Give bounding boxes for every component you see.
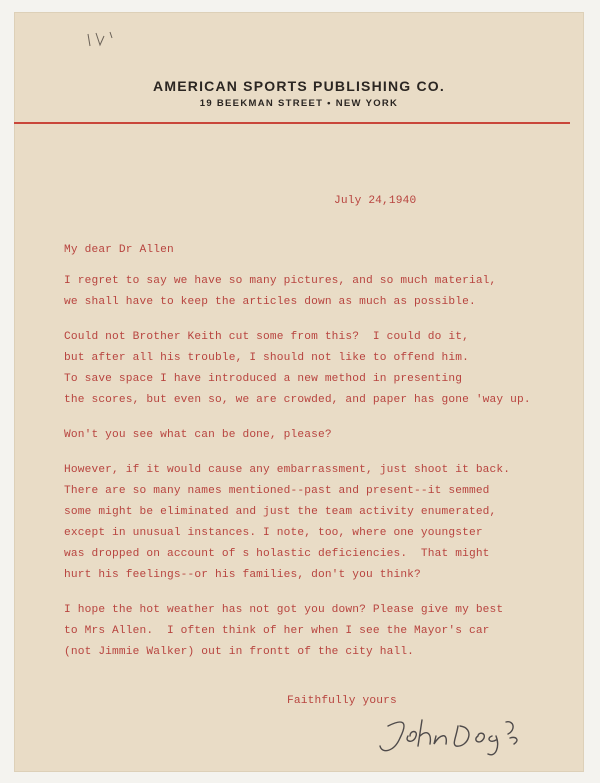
body-line: (not Jimmie Walker) out in frontt of the city hall.: [64, 646, 415, 658]
body-line: some might be eliminated and just the team activity enumerated,: [64, 506, 497, 518]
salutation: My dear Dr Allen: [64, 244, 174, 256]
body-line: except in unusual instances. I note, too, where one youngster: [64, 527, 483, 539]
pencil-mark-icon: [86, 30, 126, 50]
body-line: To save space I have introduced a new method in presenting: [64, 373, 463, 385]
letter-sheet: [14, 12, 584, 772]
body-line: the scores, but even so, we are crowded, and paper has gone 'way up.: [64, 394, 531, 406]
body-line: Won't you see what can be done, please?: [64, 429, 332, 441]
letter-date: July 24,1940: [334, 195, 417, 207]
signature-handwritten: [374, 712, 554, 762]
letterhead-rule: [14, 122, 570, 124]
body-line: was dropped on account of s holastic deficiencies. That might: [64, 548, 490, 560]
closing: Faithfully yours: [287, 695, 397, 707]
body-line: I hope the hot weather has not got you down? Please give my best: [64, 604, 504, 616]
body-line: I regret to say we have so many pictures, and so much material,: [64, 275, 497, 287]
body-line: to Mrs Allen. I often think of her when I see the Mayor's car: [64, 625, 490, 637]
body-line: but after all his trouble, I should not like to offend him.: [64, 352, 469, 364]
body-line: hurt his feelings--or his families, don't you think?: [64, 569, 421, 581]
body-line: we shall have to keep the articles down as much as possible.: [64, 296, 476, 308]
letterhead-address: 19 BEEKMAN STREET • NEW YORK: [199, 98, 399, 109]
letterhead-company: AMERICAN SPORTS PUBLISHING CO.: [153, 78, 445, 94]
body-line: However, if it would cause any embarrassment, just shoot it back.: [64, 464, 511, 476]
body-line: There are so many names mentioned--past and present--it semmed: [64, 485, 490, 497]
body-line: Could not Brother Keith cut some from this? I could do it,: [64, 331, 469, 343]
